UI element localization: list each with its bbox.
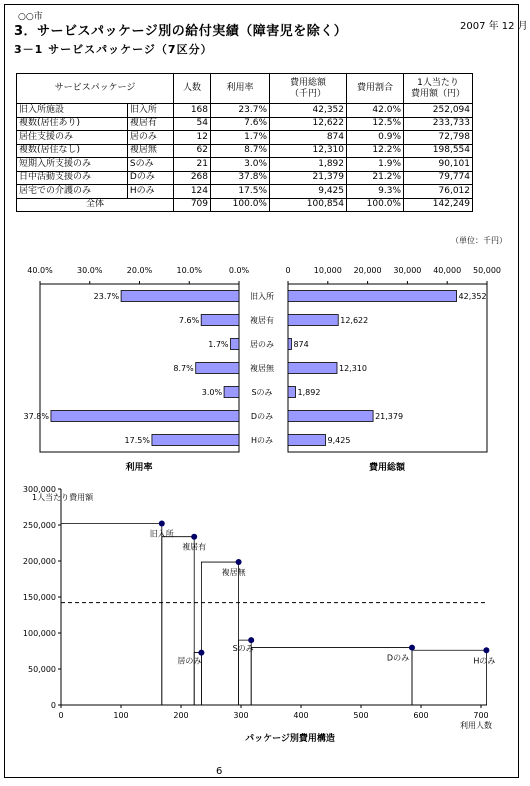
cost-bar bbox=[288, 315, 338, 326]
package-step-outline bbox=[162, 537, 194, 705]
total-cost: 100,854 bbox=[270, 198, 347, 212]
rate-bar bbox=[51, 411, 239, 422]
category-label: Dのみ bbox=[250, 412, 274, 421]
scatter-x-tick-label: 200 bbox=[173, 711, 189, 720]
row-rate: 1.7% bbox=[211, 131, 270, 145]
row-share: 42.0% bbox=[347, 104, 404, 118]
page-number: 6 bbox=[216, 766, 223, 777]
scatter-x-tick-label: 400 bbox=[293, 711, 309, 720]
scatter-point-label: Hのみ bbox=[473, 656, 496, 666]
row-per-person: 90,101 bbox=[404, 158, 473, 172]
cost-bar bbox=[288, 339, 291, 350]
rate-bar-label: 7.6% bbox=[178, 316, 200, 325]
row-cost: 42,352 bbox=[270, 104, 347, 118]
row-rate: 17.5% bbox=[211, 185, 270, 199]
row-per-person: 76,012 bbox=[404, 185, 473, 199]
row-short: 複居無 bbox=[127, 144, 173, 158]
row-per-person: 233,733 bbox=[404, 117, 473, 131]
rate-bar-label: 3.0% bbox=[201, 388, 223, 397]
cost-bar-label: 12,310 bbox=[338, 364, 367, 373]
rate-bar bbox=[231, 339, 239, 350]
cost-bar bbox=[288, 291, 457, 302]
scatter-y-tick-label: 0 bbox=[50, 701, 56, 710]
row-count: 54 bbox=[174, 117, 211, 131]
scatter-y-tick-label: 150,000 bbox=[22, 593, 56, 602]
row-share: 0.9% bbox=[347, 131, 404, 145]
scatter-point-label: 複居有 bbox=[182, 542, 207, 552]
rate-bar-label: 37.8% bbox=[23, 412, 49, 421]
report-date: 2007 年 12 月 bbox=[460, 21, 528, 32]
scatter-x-tick-label: 300 bbox=[233, 711, 249, 720]
row-rate: 7.6% bbox=[211, 117, 270, 131]
scatter-point bbox=[248, 637, 254, 643]
category-label: 複居無 bbox=[250, 364, 274, 373]
row-count: 124 bbox=[174, 185, 211, 199]
cost-axis-tick-label: 50,000 bbox=[473, 266, 501, 275]
scatter-x-tick-label: 500 bbox=[353, 711, 369, 720]
row-rate: 8.7% bbox=[211, 144, 270, 158]
scatter-point bbox=[483, 647, 489, 653]
category-label: 複居有 bbox=[250, 316, 274, 325]
row-per-person: 198,554 bbox=[404, 144, 473, 158]
package-step-outline bbox=[201, 562, 238, 705]
category-label: Sのみ bbox=[251, 388, 273, 397]
row-short: Sのみ bbox=[127, 158, 173, 172]
scatter-point-label: 旧入所 bbox=[149, 529, 174, 539]
row-cost: 12,622 bbox=[270, 117, 347, 131]
rate-axis-tick-label: 40.0% bbox=[27, 266, 53, 275]
total-label: 全体 bbox=[17, 198, 174, 212]
scatter-x-tick-label: 600 bbox=[413, 711, 429, 720]
rate-bar-label: 8.7% bbox=[173, 364, 194, 373]
page-title: 3．サービスパッケージ別の給付実績（障害児を除く） bbox=[14, 24, 348, 39]
rate-axis-tick-label: 30.0% bbox=[77, 266, 103, 275]
row-name: 旧入所施設 bbox=[17, 104, 128, 118]
scatter-point-label: 居のみ bbox=[177, 656, 202, 666]
row-short: Dのみ bbox=[127, 171, 173, 185]
scatter-y-tick-label: 200,000 bbox=[22, 557, 56, 566]
row-per-person: 72,798 bbox=[404, 131, 473, 145]
row-count: 268 bbox=[174, 171, 211, 185]
scatter-point bbox=[198, 650, 204, 656]
col-header-package: サービスパッケージ bbox=[17, 74, 174, 104]
scatter-y-axis-label: 1人当たり費用額 bbox=[32, 493, 94, 502]
col-header-rate: 利用率 bbox=[211, 74, 270, 104]
row-name: 日中活動支援のみ bbox=[17, 171, 128, 185]
row-cost: 12,310 bbox=[270, 144, 347, 158]
row-name: 居住支援のみ bbox=[17, 131, 128, 145]
rate-chart-title: 利用率 bbox=[125, 463, 153, 473]
row-cost: 1,892 bbox=[270, 158, 347, 172]
cost-bar bbox=[288, 363, 337, 374]
rate-bar bbox=[152, 435, 239, 446]
row-short: 旧入所 bbox=[127, 104, 173, 118]
scatter-x-tick-label: 700 bbox=[473, 711, 489, 720]
city-label: ○○市 bbox=[18, 12, 43, 22]
total-rate: 100.0% bbox=[211, 198, 270, 212]
total-share: 100.0% bbox=[347, 198, 404, 212]
rate-bar bbox=[196, 363, 239, 374]
scatter-y-tick-label: 50,000 bbox=[28, 665, 56, 674]
total-per-person: 142,249 bbox=[404, 198, 473, 212]
col-header-count: 人数 bbox=[174, 74, 211, 104]
row-name: 複数(居住あり) bbox=[17, 117, 128, 131]
row-count: 168 bbox=[174, 104, 211, 118]
rate-axis-tick-label: 0.0% bbox=[228, 266, 250, 275]
scatter-x-tick-label: 0 bbox=[58, 711, 64, 720]
rate-axis-tick-label: 20.0% bbox=[126, 266, 153, 275]
row-count: 62 bbox=[174, 144, 211, 158]
scatter-x-axis-label: 利用人数 bbox=[460, 721, 492, 730]
scatter-point-label: Dのみ bbox=[386, 653, 410, 663]
cost-bar-label: 42,352 bbox=[458, 292, 487, 301]
row-share: 21.2% bbox=[347, 171, 404, 185]
scatter-y-tick-label: 100,000 bbox=[22, 629, 56, 638]
cost-bar bbox=[288, 435, 326, 446]
row-share: 1.9% bbox=[347, 158, 404, 172]
package-step-outline bbox=[61, 523, 162, 705]
row-rate: 23.7% bbox=[211, 104, 270, 118]
cost-bar-label: 874 bbox=[293, 340, 309, 349]
scatter-x-tick-label: 100 bbox=[113, 711, 129, 720]
rate-bar-label: 23.7% bbox=[93, 292, 120, 301]
row-short: 居のみ bbox=[127, 131, 173, 145]
row-name: 居宅での介護のみ bbox=[17, 185, 128, 199]
col-header-cost: 費用総額 （千円） bbox=[270, 74, 347, 104]
row-name: 複数(居住なし) bbox=[17, 144, 128, 158]
total-count: 709 bbox=[174, 198, 211, 212]
rate-bar bbox=[201, 315, 239, 326]
category-label: 居のみ bbox=[250, 340, 274, 349]
rate-bar-label: 17.5% bbox=[124, 436, 150, 445]
row-share: 9.3% bbox=[347, 185, 404, 199]
rate-bar bbox=[121, 291, 239, 302]
cost-bar-label: 9,425 bbox=[327, 436, 351, 445]
col-header-per-person: 1人当たり 費用額（円） bbox=[404, 74, 473, 104]
row-cost: 874 bbox=[270, 131, 347, 145]
row-count: 21 bbox=[174, 158, 211, 172]
cost-bar bbox=[288, 387, 296, 398]
cost-bar-label: 1,892 bbox=[297, 388, 321, 397]
row-cost: 21,379 bbox=[270, 171, 347, 185]
row-per-person: 79,774 bbox=[404, 171, 473, 185]
row-share: 12.2% bbox=[347, 144, 404, 158]
scatter-point bbox=[191, 534, 197, 540]
row-short: Hのみ bbox=[127, 185, 173, 199]
scatter-point bbox=[409, 645, 415, 651]
rate-bar bbox=[224, 387, 239, 398]
row-per-person: 252,094 bbox=[404, 104, 473, 118]
scatter-y-tick-label: 300,000 bbox=[22, 485, 56, 494]
cost-bar-label: 12,622 bbox=[340, 316, 369, 325]
cost-bar bbox=[288, 411, 373, 422]
rate-axis-tick-label: 10.0% bbox=[176, 266, 202, 275]
row-short: 複居有 bbox=[127, 117, 173, 131]
cost-axis-tick-label: 20,000 bbox=[353, 266, 382, 275]
row-name: 短期入所支援のみ bbox=[17, 158, 128, 172]
scatter-point-label: 複居無 bbox=[221, 568, 246, 578]
cost-chart-title: 費用総額 bbox=[368, 463, 406, 473]
row-share: 12.5% bbox=[347, 117, 404, 131]
cost-axis-tick-label: 30,000 bbox=[393, 266, 422, 275]
row-count: 12 bbox=[174, 131, 211, 145]
scatter-point-label: Sのみ bbox=[232, 644, 254, 654]
scatter-y-tick-label: 250,000 bbox=[22, 521, 56, 530]
cost-bar-label: 21,379 bbox=[375, 412, 404, 421]
rate-bar-label: 1.7% bbox=[208, 340, 229, 349]
row-rate: 37.8% bbox=[211, 171, 270, 185]
scatter-chart-title: パッケージ別費用構造 bbox=[245, 734, 335, 744]
scatter-point bbox=[159, 520, 165, 526]
cost-axis-tick-label: 40,000 bbox=[433, 266, 462, 275]
unit-note: （単位：千円） bbox=[451, 236, 507, 245]
col-header-share: 費用割合 bbox=[347, 74, 404, 104]
cost-axis-tick-label: 10,000 bbox=[313, 266, 342, 275]
category-label: 旧入所 bbox=[250, 292, 274, 301]
row-rate: 3.0% bbox=[211, 158, 270, 172]
row-cost: 9,425 bbox=[270, 185, 347, 199]
cost-axis-tick-label: 0 bbox=[285, 266, 291, 275]
scatter-point bbox=[236, 559, 242, 565]
section-subtitle: 3－1 サービスパッケージ（7区分） bbox=[14, 43, 213, 56]
category-label: Hのみ bbox=[250, 436, 274, 445]
